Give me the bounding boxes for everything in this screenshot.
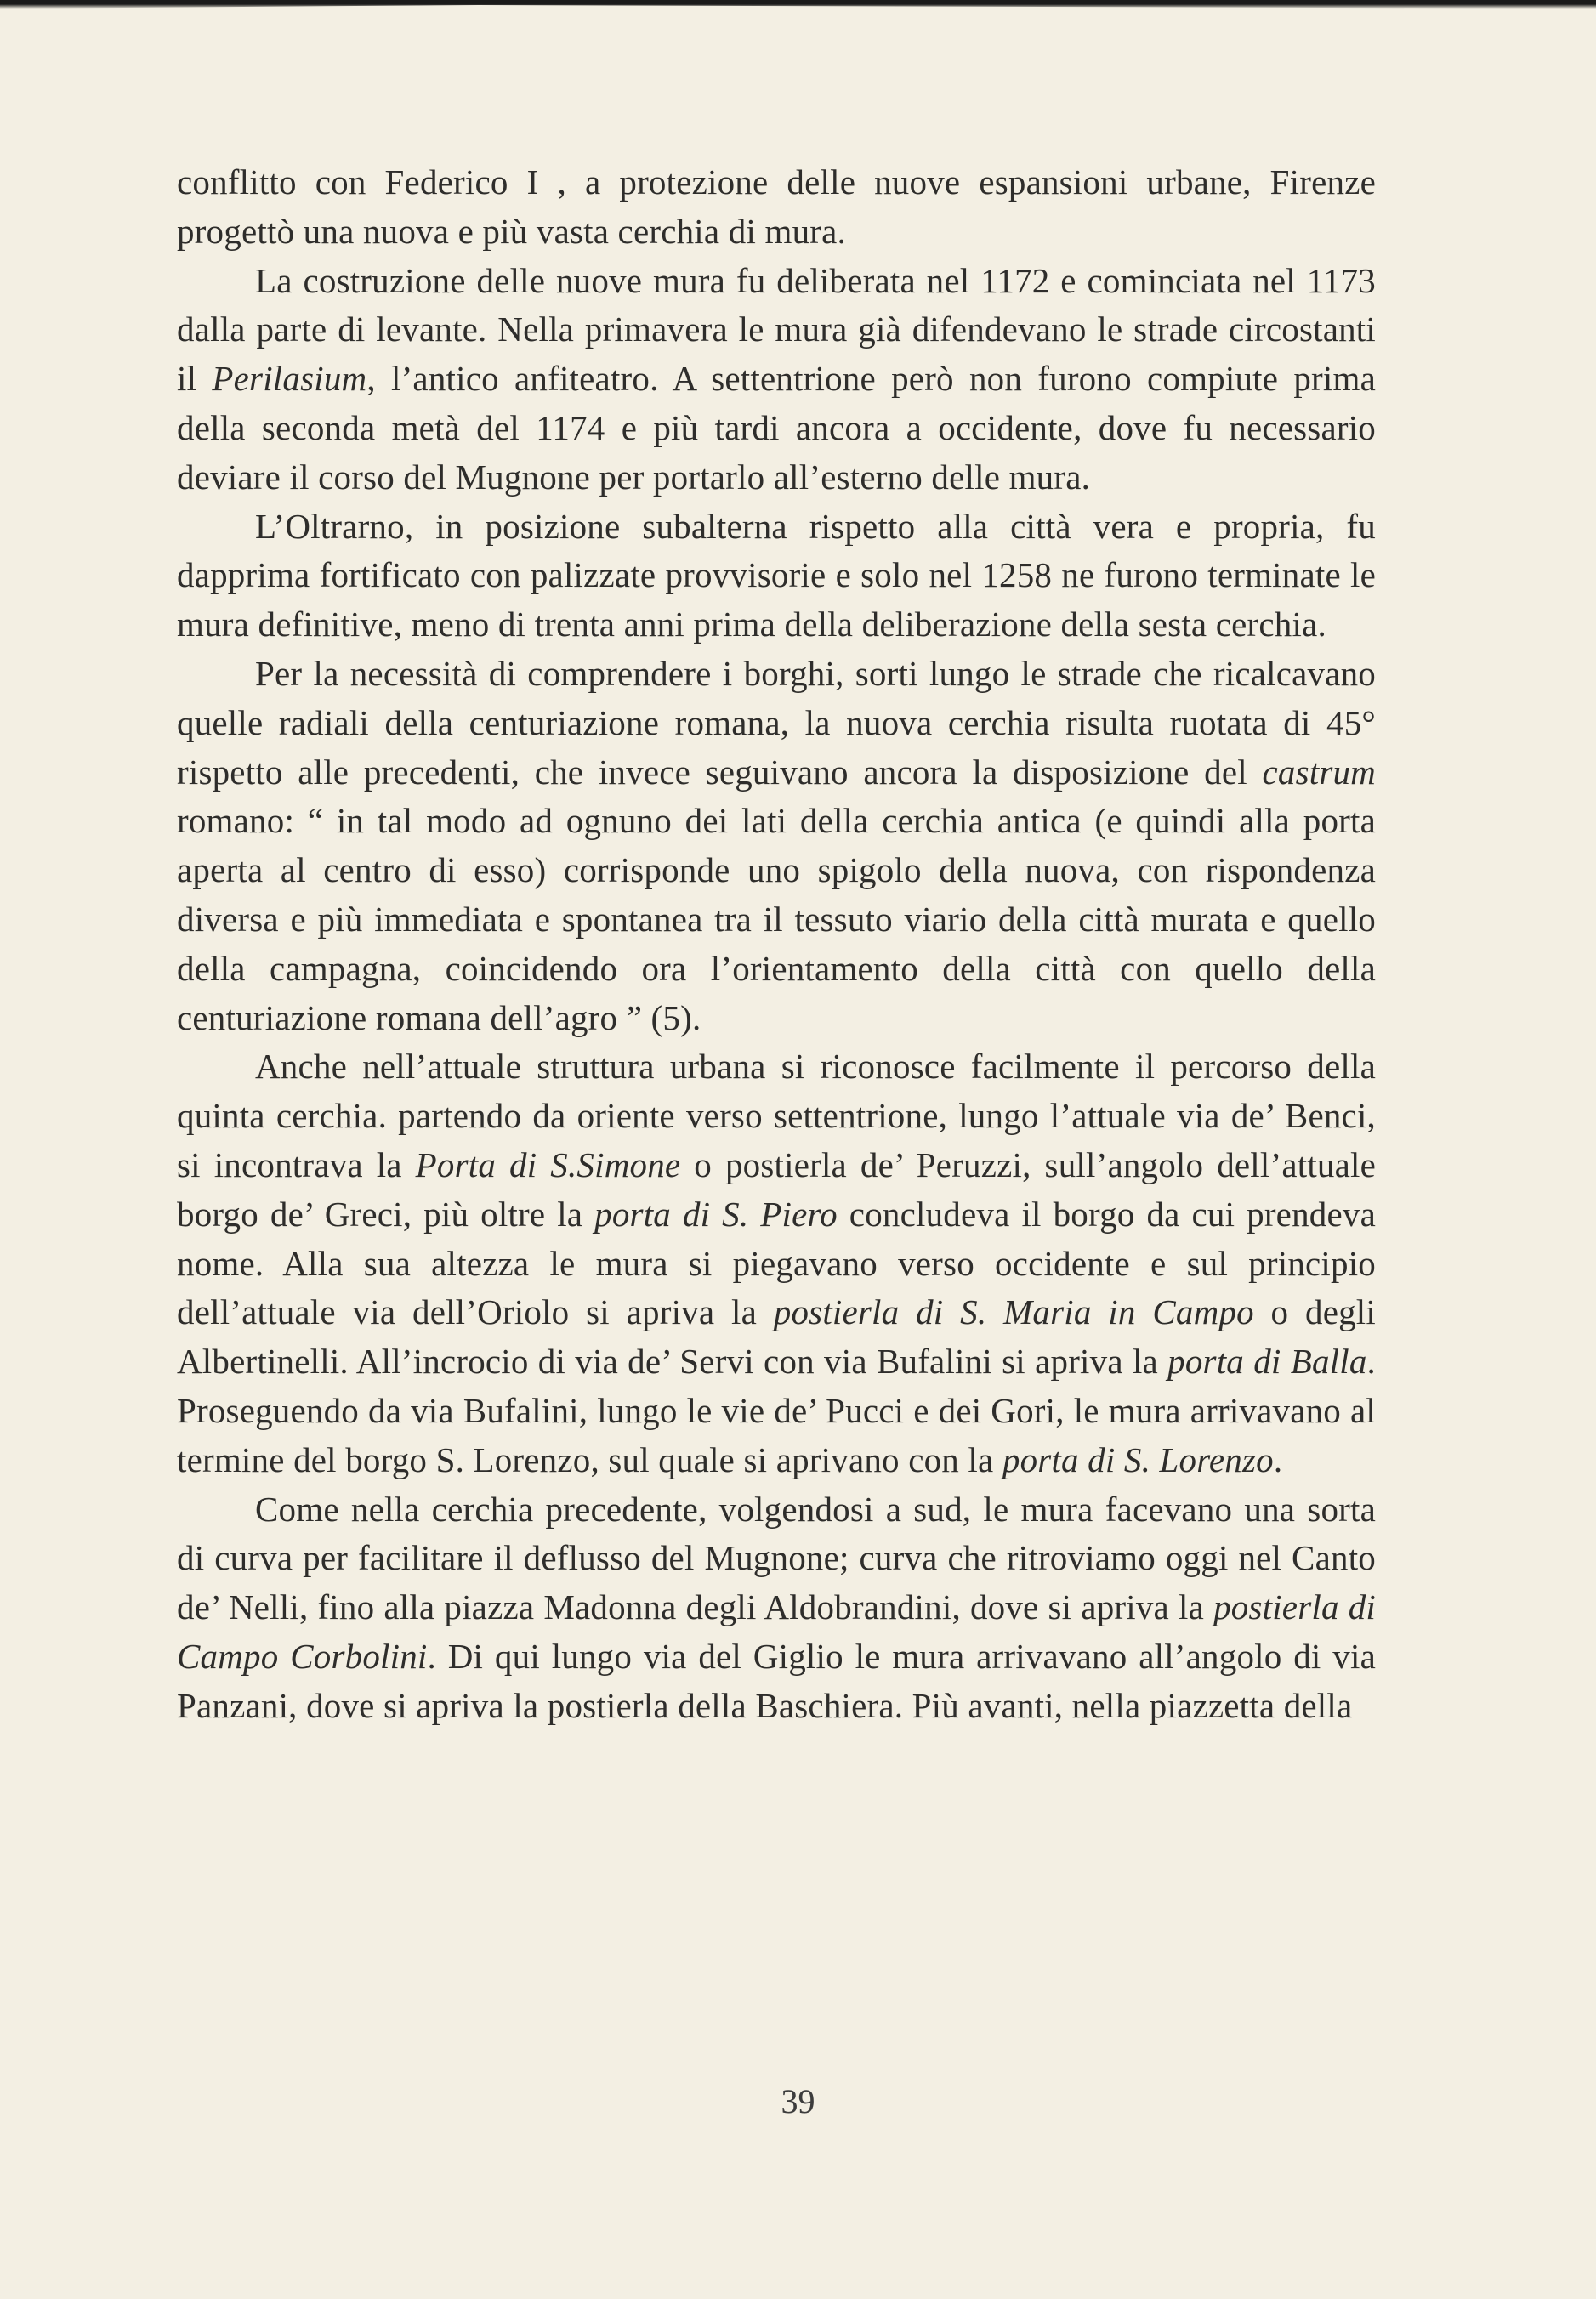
text-segment: o degli Albertinelli. All’incrocio di via de’ Servi con via Bufalini si apriva la — [177, 1292, 1376, 1382]
text-segment: Come nella cerchia precedente, volgendosi a sud, le mura facevano una sorta di curva per facilitare il deflusso del Mugnone; curva che ritroviamo oggi nel Canto de’ Nelli, fino alla piazza Madonna degli Aldobrandini, dove si apriva la — [177, 1489, 1376, 1627]
page-body — [177, 158, 1376, 1731]
paragraph-5 — [177, 1042, 1376, 1484]
text-segment: Anche nell’attuale struttura urbana si riconosce facilmente il percorso della quinta cerchia. partendo da oriente verso settentrione, lungo l’attuale via de’ Benci, si incontrava la — [177, 1047, 1376, 1184]
italic-term: Perilasium — [212, 359, 367, 399]
paragraph-4 — [177, 650, 1376, 1042]
paragraph-6 — [177, 1485, 1376, 1731]
italic-term: porta di S. Piero — [594, 1194, 838, 1234]
text-segment: concludeva il borgo da cui prendeva nome. Alla sua altezza le mura si piegavano verso occidente e sul principio dell’attuale via dell’Oriolo si apriva la — [177, 1194, 1376, 1332]
text-segment: . Di qui lungo via del Giglio le mura arrivavano all’angolo di via Panzani, dove si apriva la postierla della Baschiera. Più avanti, nella piazzetta della — [177, 1636, 1376, 1725]
italic-term: Porta di S.Simone — [415, 1144, 681, 1184]
text-segment: Per la necessità di comprendere i borghi, sorti lungo le strade che ricalcavano quelle radiali della centuriazione romana, la nuova cerchia risulta ruotata di 45° rispetto alle precedenti, che invece seguivano ancora la disposizione del — [177, 653, 1376, 792]
text-segment: . — [1273, 1439, 1283, 1479]
text-segment: romano: “ in tal modo ad ognuno dei lati della cerchia antica (e quindi alla porta aperta al centro di esso) corrisponde uno spigolo della nuova, con rispondenza diversa e più immediata e spontanea tra il tessuto viario della città murata e quello della campagna, coincidendo ora l’orientamento della città con quello della centuriazione romana dell’agro ” (5). — [177, 801, 1376, 1037]
italic-term: postierla di Campo Corbolini — [177, 1587, 1376, 1676]
italic-term: castrum — [1262, 752, 1376, 792]
italic-term: porta di Balla — [1167, 1342, 1367, 1382]
italic-term: porta di S. Lorenzo — [1002, 1439, 1274, 1479]
paragraph-3 — [177, 502, 1376, 650]
scan-top-edge — [0, 0, 1596, 9]
text-segment: conflitto con Federico I , a protezione delle nuove espansioni urbane, Firenze progettò una nuova e più vasta cerchia di mura. — [177, 162, 1376, 251]
text-segment: . Proseguendo da via Bufalini, lungo le vie de’ Pucci e dei Gori, le mura arrivavano al termine del borgo S. Lorenzo, sul quale si aprivano con la — [177, 1342, 1376, 1479]
paragraph-2 — [177, 257, 1376, 502]
italic-term: postierla di S. Maria in Campo — [773, 1292, 1254, 1332]
text-segment: La costruzione delle nuove mura fu deliberata nel 1172 e cominciata nel 1173 dalla parte di levante. Nella primavera le mura già difendevano le strade circostanti il — [177, 260, 1376, 399]
text-segment: L’Oltrarno, in posizione subalterna rispetto alla città vera e propria, fu dapprima fortificato con palizzate provvisorie e solo nel 1258 ne furono terminate le mura definitive, meno di trenta anni prima della deliberazione della sesta cerchia. — [177, 506, 1376, 644]
text-segment: o postierla de’ Peruzzi, sull’angolo dell’attuale borgo de’ Greci, più oltre la — [177, 1144, 1376, 1234]
paragraph-1 — [177, 158, 1376, 257]
page-number: 39 — [781, 2082, 815, 2120]
text-segment: , l’antico anfiteatro. A settentrione però non furono compiute prima della seconda metà del 1174 e più tardi ancora a occidente, dove fu necessario deviare il corso del Mugnone per portarlo all’esterno delle mura. — [177, 359, 1376, 497]
